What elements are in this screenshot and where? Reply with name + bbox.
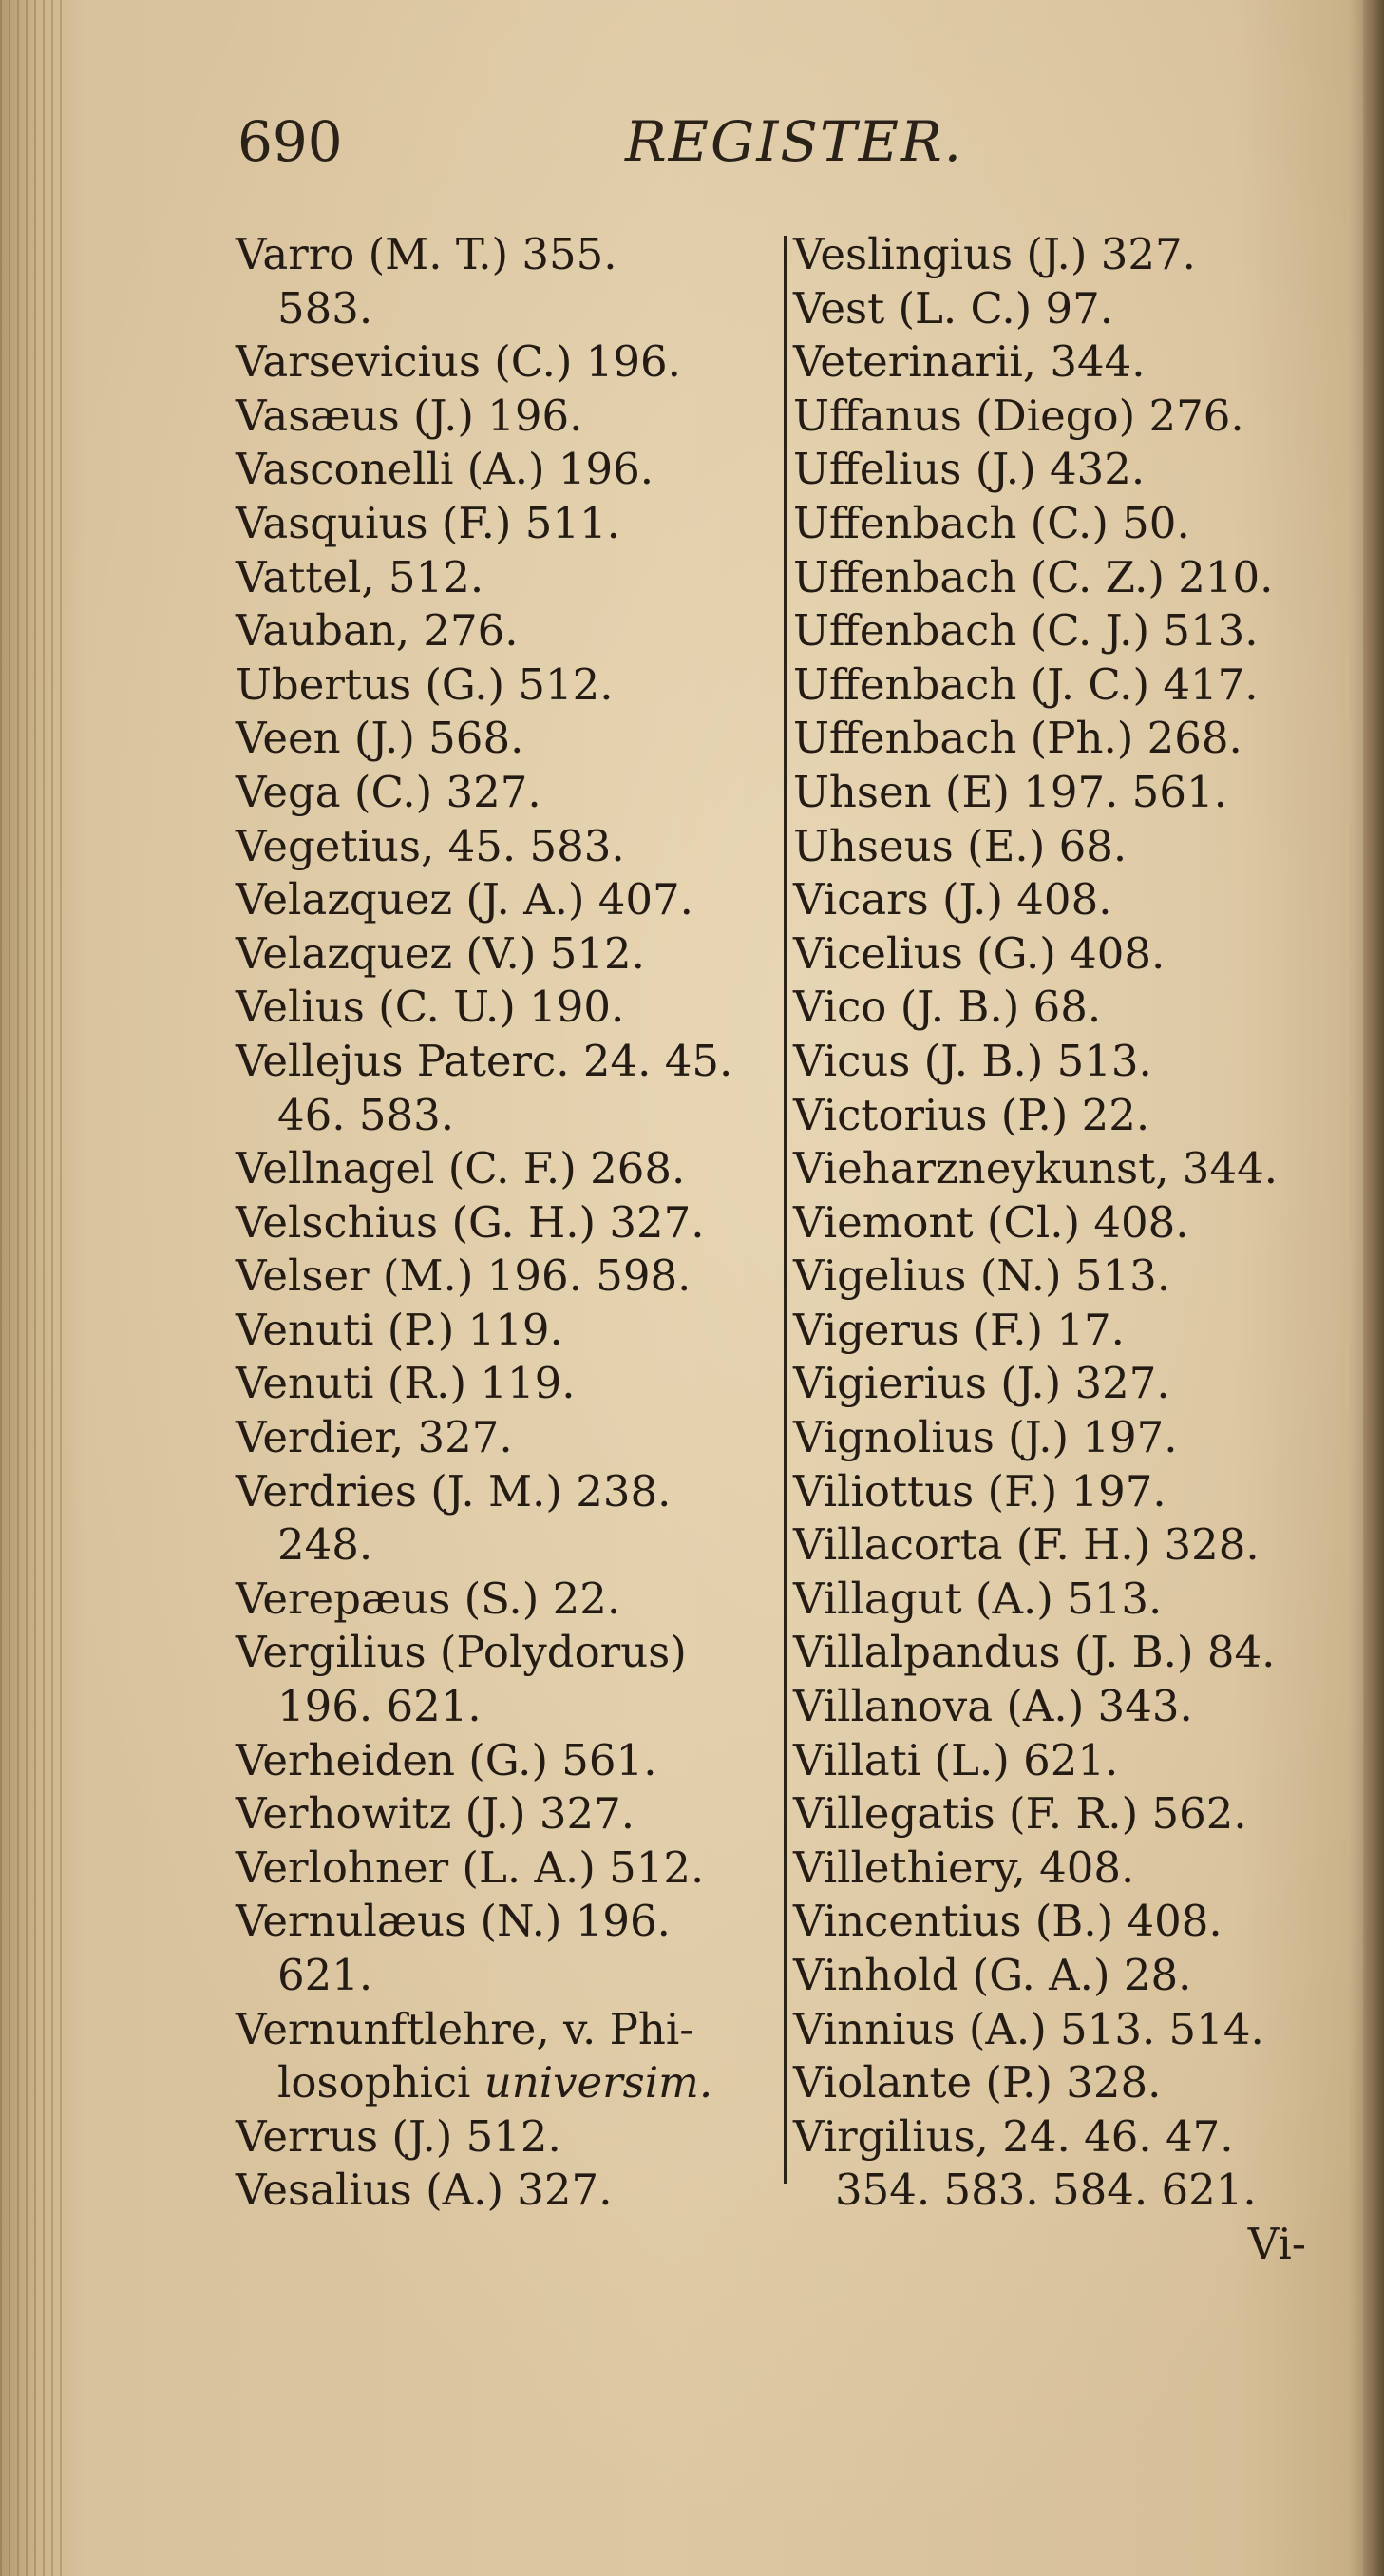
index-entry: Ubertus (G.) 512. [236, 658, 614, 710]
index-column-left [236, 228, 768, 2218]
index-entry: Vincentius (B.) 408. [793, 1896, 1223, 1947]
index-entry: Vigelius (N.) 513. [793, 1250, 1171, 1302]
index-entry: Venuti (R.) 119. [236, 1358, 576, 1409]
index-entry: Uffelius (J.) 432. [793, 444, 1146, 495]
index-entry: Virgilius, 24. 46. 47. [793, 2110, 1234, 2162]
catchword: Vi- [1247, 2218, 1306, 2269]
running-title: REGISTER. [625, 109, 964, 174]
column-divider [784, 236, 787, 2184]
index-entry: Vegetius, 45. 583. [236, 820, 625, 871]
index-entry: Vignolius (J.) 197. [793, 1412, 1178, 1463]
index-entry: Vigerus (F.) 17. [793, 1304, 1125, 1355]
index-entry: Velazquez (J. A.) 407. [236, 874, 693, 925]
index-entry: Viemont (Cl.) 408. [793, 1196, 1189, 1248]
index-entry: Vauban, 276. [236, 605, 519, 657]
index-entry: Vico (J. B.) 68. [793, 982, 1102, 1033]
index-entry: Villegatis (F. R.) 562. [793, 1788, 1247, 1840]
index-entry: Uffenbach (C.) 50. [793, 497, 1190, 548]
index-entry: Vicelius (G.) 408. [793, 927, 1166, 979]
index-entry: Villethiery, 408. [793, 1841, 1135, 1893]
index-entry: Uhseus (E.) 68. [793, 820, 1128, 871]
index-entry: Veterinarii, 344. [793, 336, 1146, 388]
index-entry: Velius (C. U.) 190. [236, 982, 625, 1033]
index-entry: Varsevicius (C.) 196. [236, 336, 681, 388]
index-entry: Vega (C.) 327. [236, 766, 541, 817]
index-entry: Velazquez (V.) 512. [236, 927, 645, 979]
index-entry: Vernulæus (N.) 196. [236, 1896, 671, 1947]
index-entry: Vasquius (F.) 511. [236, 497, 620, 548]
index-entry: Uffenbach (Ph.) 268. [793, 713, 1242, 764]
index-entry: Vasconelli (A.) 196. [236, 444, 654, 495]
page-header [237, 109, 1092, 185]
index-entry-text: losophici [277, 2057, 471, 2109]
index-entry: Vattel, 512. [236, 551, 484, 602]
index-entry: Varro (M. T.) 355. [236, 229, 617, 279]
index-entry: Villacorta (F. H.) 328. [793, 1519, 1260, 1571]
index-entry: Verdier, 327. [236, 1412, 513, 1463]
index-entry: Velschius (G. H.) 327. [236, 1196, 705, 1248]
index-entry-continuation: 196. 621. [277, 1681, 482, 1732]
index-entry: Victorius (P.) 22. [793, 1089, 1150, 1140]
index-entry: Viliottus (F.) 197. [793, 1465, 1166, 1517]
index-entry: Villagut (A.) 513. [793, 1573, 1163, 1624]
index-entry-continuation: 46. 583. [277, 1089, 455, 1140]
index-entry: Vellejus Paterc. 24. 45. [236, 1035, 733, 1086]
index-entry: Uffanus (Diego) 276. [793, 390, 1244, 441]
index-entry-continuation [236, 2056, 768, 2110]
index-entry: Vigierius (J.) 327. [793, 1358, 1170, 1409]
index-entry: Villalpandus (J. B.) 84. [793, 1627, 1276, 1678]
index-entry: Venuti (P.) 119. [236, 1304, 563, 1355]
index-column-right [793, 228, 1325, 2272]
index-entry: Vesalius (A.) 327. [236, 2165, 613, 2216]
index-entry: Vellnagel (C. F.) 268. [236, 1143, 686, 1194]
index-entry: Uffenbach (C. J.) 513. [793, 605, 1259, 657]
page-edge-right [1363, 0, 1384, 2576]
index-entry-continuation: 621. [277, 1950, 373, 2000]
index-entry: Verepæus (S.) 22. [236, 1573, 621, 1624]
index-entry: Vergilius (Polydorus) [236, 1627, 687, 1678]
index-entry: Vinhold (G. A.) 28. [793, 1950, 1192, 2000]
index-entry: Velser (M.) 196. 598. [236, 1250, 692, 1302]
index-entry: Violante (P.) 328. [793, 2057, 1162, 2109]
index-entry-continuation: 583. [277, 282, 373, 334]
index-entry: Veen (J.) 568. [236, 713, 524, 764]
index-entry: Vieharzneykunst, 344. [793, 1143, 1279, 1194]
index-entry: Verhowitz (J.) 327. [236, 1788, 635, 1840]
index-entry: Uffenbach (J. C.) 417. [793, 658, 1259, 710]
page-edge-left [0, 0, 66, 2576]
index-entry: Vest (L. C.) 97. [793, 282, 1114, 334]
index-entry: Vernunftlehre, v. Phi- [236, 2003, 694, 2054]
index-entry: Verrus (J.) 512. [236, 2110, 561, 2162]
index-entry: Villati (L.) 621. [793, 1734, 1119, 1785]
index-entry-continuation: 248. [277, 1519, 373, 1571]
index-entry: Vasæus (J.) 196. [236, 390, 583, 441]
index-entry: Villanova (A.) 343. [793, 1681, 1193, 1732]
page-number: 690 [237, 109, 343, 174]
index-entry: Verlohner (L. A.) 512. [236, 1841, 705, 1893]
index-entry: Uhsen (E) 197. 561. [793, 766, 1227, 817]
index-entry-continuation: 354. 583. 584. 621. [835, 2165, 1257, 2216]
index-entry-italic: universim. [483, 2057, 713, 2109]
index-entry: Uffenbach (C. Z.) 210. [793, 551, 1274, 602]
index-entry: Veslingius (J.) 327. [793, 229, 1196, 279]
index-entry: Vicus (J. B.) 513. [793, 1035, 1152, 1086]
index-entry: Verheiden (G.) 561. [236, 1734, 657, 1785]
index-entry: Vinnius (A.) 513. 514. [793, 2003, 1264, 2054]
index-entry: Vicars (J.) 408. [793, 874, 1112, 925]
index-entry: Verdries (J. M.) 238. [236, 1465, 672, 1517]
